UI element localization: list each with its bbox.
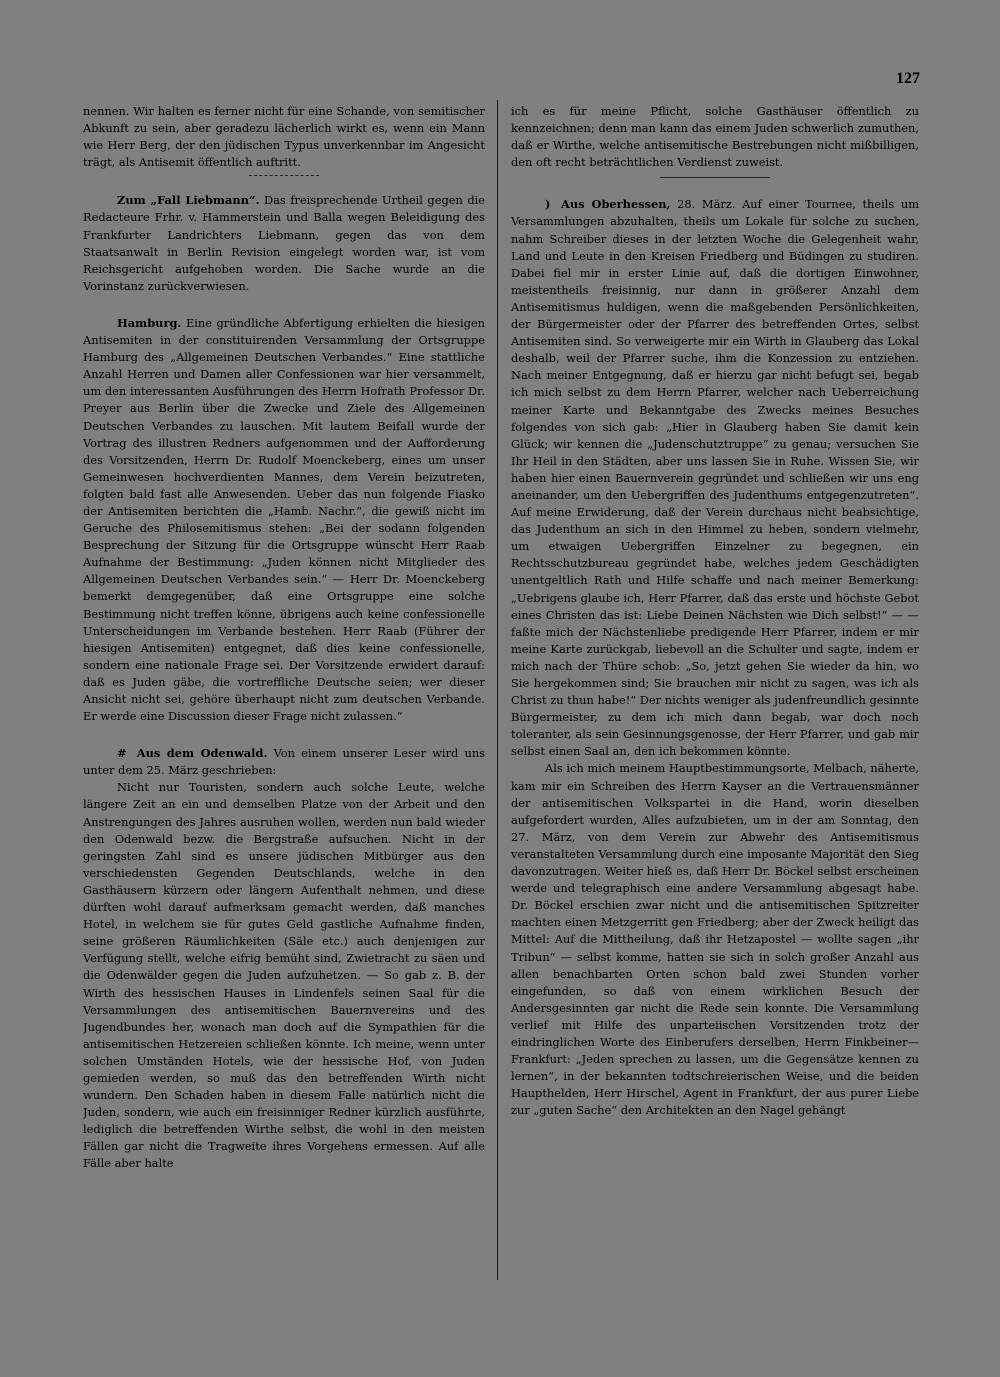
article-oberhessen-text: 28. März. Auf einer Tournee, theils um Versammlungen abzuhalten, theils um Lokale für solche zu suchen, nahm Schreiber dieses in der letzten Woche die Gelegenheit wahr, Land und Leute in den Kreisen Friedberg und Büdingen zu studiren. Dabei fiel mir in erster Linie auf, daß die dortigen Einwohner, meistentheils freisinnig, nur dann in größerer Anzahl dem Antisemitismus huldigen, wenn die maßgebenden Persönlichkeiten, der Bürgermeister oder der Pfarrer des betreffenden Ortes, selbst Antisemiten sind. So verweigerte mir ein Wirth in Glauberg das Lokal deshalb, weil der Pfarrer suche, ihm die Konzession zu entziehen. Nach meiner Entgegnung, daß er hierzu gar nicht befugt sei, begab ich mich selbst zu dem Herrn Pfarrer, welcher nach Ueberreichung meiner Karte und Bekanntgabe des Zwecks meines Besuches folgendes von sich gab: „Hier in Glauberg haben Sie damit kein Glück; wir kennen die „Judenschutztruppe“ zu genau; versuchen Sie Ihr Heil in den Städten, aber uns lassen Sie in Ruhe. Wissen Sie, wir haben hier einen Bauernverein gegründet und schließen wir uns eng aneinander, um den Uebergriffen des Judenthums entgegenzutreten“. Auf meine Erwiderung, daß der Verein durchaus nicht beabsichtige, das Judenthum an sich in den Himmel zu heben, sondern vielmehr, um etwaigen Uebergriffen Einzelner zu begegnen, ein Rechtsschutzbureau gegründet habe, welches jedem Geschädigten unentgeltlich Rath und Hilfe schaffe und nach meiner Bemerkung: „Uebrigens glaube ich, Herr Pfarrer, daß das erste und höchste Gebot eines Christen das ist: Liebe Deinen Nächsten wie Dich selbst!“ — — faßte mich der Nächstenliebe predigende Herr Pfarrer, indem er mir meine Karte zurückgab, liebevoll an die Schulter und sagte, indem er mich nach der Thüre schob: „So, jetzt gehen Sie wieder da hin, wo Sie hergekommen sind; Sie brauchen mir nicht zu sagen, was ich als Christ zu thun habe!“ Der nichts weniger als judenfreundlich gesinnte Bürgermeister, zu dem ich mich dann begab, war doch noch toleranter, als sein Gesinnungsgenosse, der Herr Pfarrer, und gab mir selbst einen Saal an, den ich bekommen könnte. [511,197,919,759]
article-liebmann [83,192,485,295]
article-oberhessen-continued: Als ich mich meinem Hauptbestimmungsorte, Melbach, näherte, kam mir ein Schreiben des Herrn Kayser an die Vertrauensmänner der antisemitischen Volkspartei in die Hand, worin dieselben aufgefordert wurden, Alles aufzubieten, um in der am Sonntag, den 27. März, von dem Verein zur Abwehr des Antisemitismus veranstalteten Versammlung durch eine imposante Majorität den Sieg davonzutragen. Weiter hieß es, daß Herr Dr. Böckel selbst erscheinen werde und telegraphisch eine andere Versammlung abgesagt habe. Dr. Böckel erschien zwar nicht und die antisemitischen Spitzreiter machten einen Metzgerritt gen Friedberg; aber der Zweck heiligt das Mittel: Auf die Mittheilung, daß ihr Hetzapostel — wollte sagen „ihr Tribun“ — selbst komme, hatten sie sich in solch großer Anzahl aus allen benachbarten Orten schon bald zwei Stunden vorher eingefunden, so daß von einem wirklichen Besuch der Andersgesinnten gar nicht die Rede sein konnte. Die Versammlung verlief mit Hilfe des unparteiischen Vorsitzenden trotz der eindringlichen Worte des Einberufers derselben, Herrn Finkbeiner—Frankfurt: „Jeden sprechen zu lassen, um die Gegensätze kennen zu lernen“, in der bekannten todtschreierischen Weise, und die beiden Haupthelden, Herr Hirschel, Agent in Frankfurt, der aus purer Liebe zur „guten Sache“ den Architekten an den Nagel gehängt [511,761,919,1118]
article-odenwald-heading: Aus dem Odenwald. [136,746,268,761]
article-odenwald-text: Nicht nur Touristen, sondern auch solche Leute, welche längere Zeit an ein und demselben Platze von der Arbeit und den Anstrengungen des Jahres ausruhen wollen, werden nun bald wieder den Odenwald bezw. die Bergstraße aufsuchen. Nicht in der geringsten Zahl sind es unsere jüdischen Mitbürger aus den verschiedensten Gegenden Deutschlands, welche in den Gasthäusern kürzern oder längern Aufenthalt nehmen, und diese dürften wohl darauf aufmerksam gemacht werden, daß manches Hotel, in welchem sie für gutes Geld gastliche Aufnahme finden, seine größeren Räumlichkeiten (Säle etc.) auch denjenigen zur Verfügung stellt, welche eifrig bemüht sind, Zwietracht zu säen und die Odenwälder gegen die Juden aufzuhetzen. — So gab z. B. der Wirth des hessischen Hauses in Lindenfels seinen Saal für die Versammlungen des antisemitischen Bauernvereins und des Jugendbundes her, wonach man doch auf die Sympathien für die antisemitischen Hetzereien schließen könnte. Ich meine, wenn unter solchen Umständen Hotels, wie der hessische Hof, von Juden gemieden werden, so muß das den betreffenden Wirth nicht wundern. Den Schaden haben in diesem Falle natürlich nicht die Juden, sondern, wie auch ein freisinniger Redner kürzlich ausführte, lediglich die betreffenden Wirthe selbst, die wohl in den meisten Fällen gar nicht die Tragweite ihres Vorgehens ermessen. Auf alle Fälle aber halte [83,780,485,1171]
article-oberhessen-mark: ) [545,197,551,212]
article-odenwald-intro: Von einem unserer Leser wird uns unter dem 25. März geschrieben: [83,746,485,778]
article-liebmann-heading: Zum „Fall Liebmann“. [117,193,260,208]
article-odenwald-mark: # [117,746,127,761]
paragraph-continued-right: ich es für meine Pflicht, solche Gasthäuser öffentlich zu kennzeichnen; denn man kann das einem Juden schwerlich zumuthen, daß er Wirthe, welche antisemitische Bestrebungen nicht mißbilligen, den oft recht beträchtlichen Verdienst zuweist. [511,104,919,170]
article-hamburg-heading: Hamburg. [117,315,182,330]
section-separator [249,175,319,176]
article-oberhessen-heading: Aus Oberhessen, [561,197,671,212]
right-column [511,103,919,1343]
section-separator-right [660,177,770,178]
article-oberhessen [511,196,919,760]
left-column [83,103,485,1343]
paragraph-continued: nennen. Wir halten es ferner nicht für eine Schande, von semitischer Abkunft zu sein, aber geradezu lächerlich wirkt es, wenn ein Mann wie Herr Berg, der den jüdischen Typus unverkennbar im Angesicht trägt, als Antisemit öffentlich auftritt. [83,104,485,170]
article-odenwald [83,745,485,779]
article-hamburg-text: Eine gründliche Abfertigung erhielten die hiesigen Antisemiten in der constituirenden Versammlung der Ortsgruppe Hamburg des „Allgemeinen Deutschen Verbandes.“ Eine stattliche Anzahl Herren und Damen aller Confessionen war hier versammelt, um den interessanten Ausführungen des Herrn Hofrath Professor Dr. Preyer aus Berlin über die Zwecke und Ziele des Allgemeinen Deutschen Verbandes zu lauschen. Mit lautem Beifall wurde der Vortrag des illustren Redners aufgenommen und der Aufforderung des Vorsitzenden, Herrn Dr. Rudolf Moenckeberg, eines um unser Gemeinwesen hochverdienten Mannes, dem Verein beizutreten, folgten bald fast alle Anwesenden. Ueber das nun folgende Fiasko der Antisemiten berichten die „Hamb. Nachr.“, die gewiß nicht im Geruche des Philosemitismus stehen: „Bei der sodann folgenden Besprechung der Sitzung für die Ortsgruppe wünscht Herr Raab Aufnahme der Bestimmung: „Juden können nicht Mitglieder des Allgemeinen Deutschen Verbandes sein.“ — Herr Dr. Moenckeberg bemerkt demgegenüber, daß eine Ortsgruppe eine solche Bestimmung nicht treffen könne, übrigens auch keine confessionelle Unterscheidungen im Verbande bestehen. Herr Raab (Führer der hiesigen Antisemiten) entgegnet, daß dies keine confessionelle, sondern eine nationale Frage sei. Der Vorsitzende erwidert darauf: daß es Juden gäbe, die vortreffliche Deutsche seien; wer dieser Ansicht nicht sei, gehöre überhaupt nicht zum deutschen Verbande. Er werde eine Discussion dieser Frage nicht zulassen.“ [83,315,485,724]
page-number: 127 [896,70,920,87]
article-liebmann-text: Das freisprechende Urtheil gegen die Redacteure Frhr. v. Hammerstein und Balla wegen Beleidigung des Frankfurter Landrichters Liebmann, gegen das von dem Staatsanwalt in Berlin Revision eingelegt worden war, ist vom Reichsgericht aufgehoben worden. Die Sache wurde an die Vorinstanz zurückverwiesen. [83,193,485,293]
column-rule [497,100,498,1280]
article-hamburg [83,315,485,725]
